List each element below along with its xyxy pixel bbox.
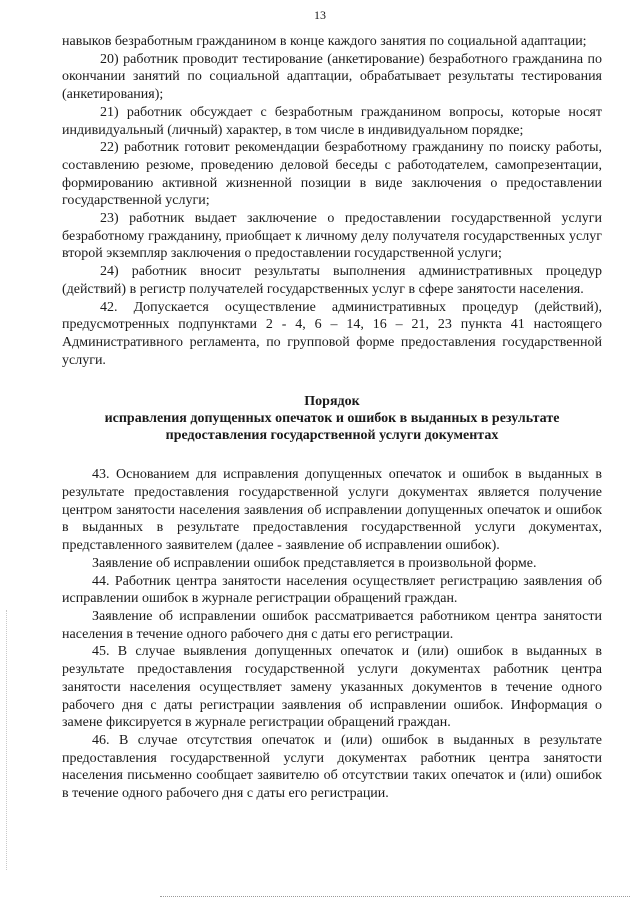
heading-line-3: предоставления государственной услуги документах (165, 428, 499, 444)
scan-edge-mark (6, 610, 8, 870)
paragraph-46: 46. В случае отсутствия опечаток и (или) ошибок в выданных в результате предоставления государственной услуги документах работник центра занятости населения письменно сообщает заявителю об отсутствии таких опечаток и (или) ошибок в течение одного рабочего дня с даты его регистрации. (62, 732, 602, 802)
section-heading (62, 393, 602, 444)
paragraph-43: 43. Основанием для исправления допущенных опечаток и ошибок в выданных в результате предоставления государственной услуги документах является получение центром занятости населения заявления об исправлении допущенных опечаток и ошибок в выданных в результате предоставления государственной услуги документах, представленного заявителем (далее - заявление об исправлении ошибок). (62, 467, 602, 554)
list-item-20: 20) работник проводит тестирование (анкетирование) безработного гражданина по окончании занятий по социальной адаптации, обрабатывает результаты тестирования (анкетирования); (62, 51, 602, 103)
paragraph-44-review: Заявление об исправлении ошибок рассматривается работником центра занятости населения в течение одного рабочего дня с даты его регистрации. (62, 608, 602, 642)
list-item-21: 21) работник обсуждает с безработным гражданином вопросы, которые носят индивидуальный (личный) характер, в том числе в индивидуальном порядке; (62, 104, 602, 138)
paragraph-45: 45. В случае выявления допущенных опечаток и (или) ошибок в выданных в результате предоставления государственной услуги документах работник центра занятости населения осуществляет замену указанных документов в течение одного рабочего дня с даты регистрации заявления об исправлении ошибок. Информация о замене фиксируется в журнале регистрации обращений граждан. (62, 644, 602, 731)
paragraph-42: 42. Допускается осуществление административных процедур (действий), предусмотренных подпунктами 2 - 4, 6 – 14, 16 – 21, 23 пункта 41 настоящего Административного регламента, по групповой форме предоставления государственной услуги. (62, 299, 602, 368)
list-item-22: 22) работник готовит рекомендации безработному гражданину по поиску работы, составлению резюме, проведению деловой беседы с работодателем, самопрезентации, формированию активной жизненной позиции в виде заключения о предоставлении государственной услуги; (62, 140, 602, 209)
paragraph-43-form: Заявление об исправлении ошибок представляется в произвольной форме. (92, 555, 537, 571)
footer-dotted-line (160, 896, 630, 897)
heading-line-2: исправления допущенных опечаток и ошибок в выданных в результате (104, 411, 560, 427)
list-item-23: 23) работник выдает заключение о предоставлении государственной услуги безработному гражданину, приобщает к личному делу получателя государственных услуг второй экземпляр заключения о предоставлении государственной услуги; (62, 211, 602, 262)
list-item-continuation: навыков безработным гражданином в конце каждого занятия по социальной адаптации; (62, 34, 587, 49)
list-item-24: 24) работник вносит результаты выполнения административных процедур (действий) в регистр получателей государственных услуг в сфере занятости населения. (62, 264, 602, 297)
document-body (62, 33, 602, 803)
page-number: 13 (314, 8, 326, 22)
paragraph-44: 44. Работник центра занятости населения осуществляет регистрацию заявления об исправлении ошибок в журнале регистрации обращений граждан. (62, 573, 602, 607)
heading-line-1: Порядок (304, 394, 360, 410)
